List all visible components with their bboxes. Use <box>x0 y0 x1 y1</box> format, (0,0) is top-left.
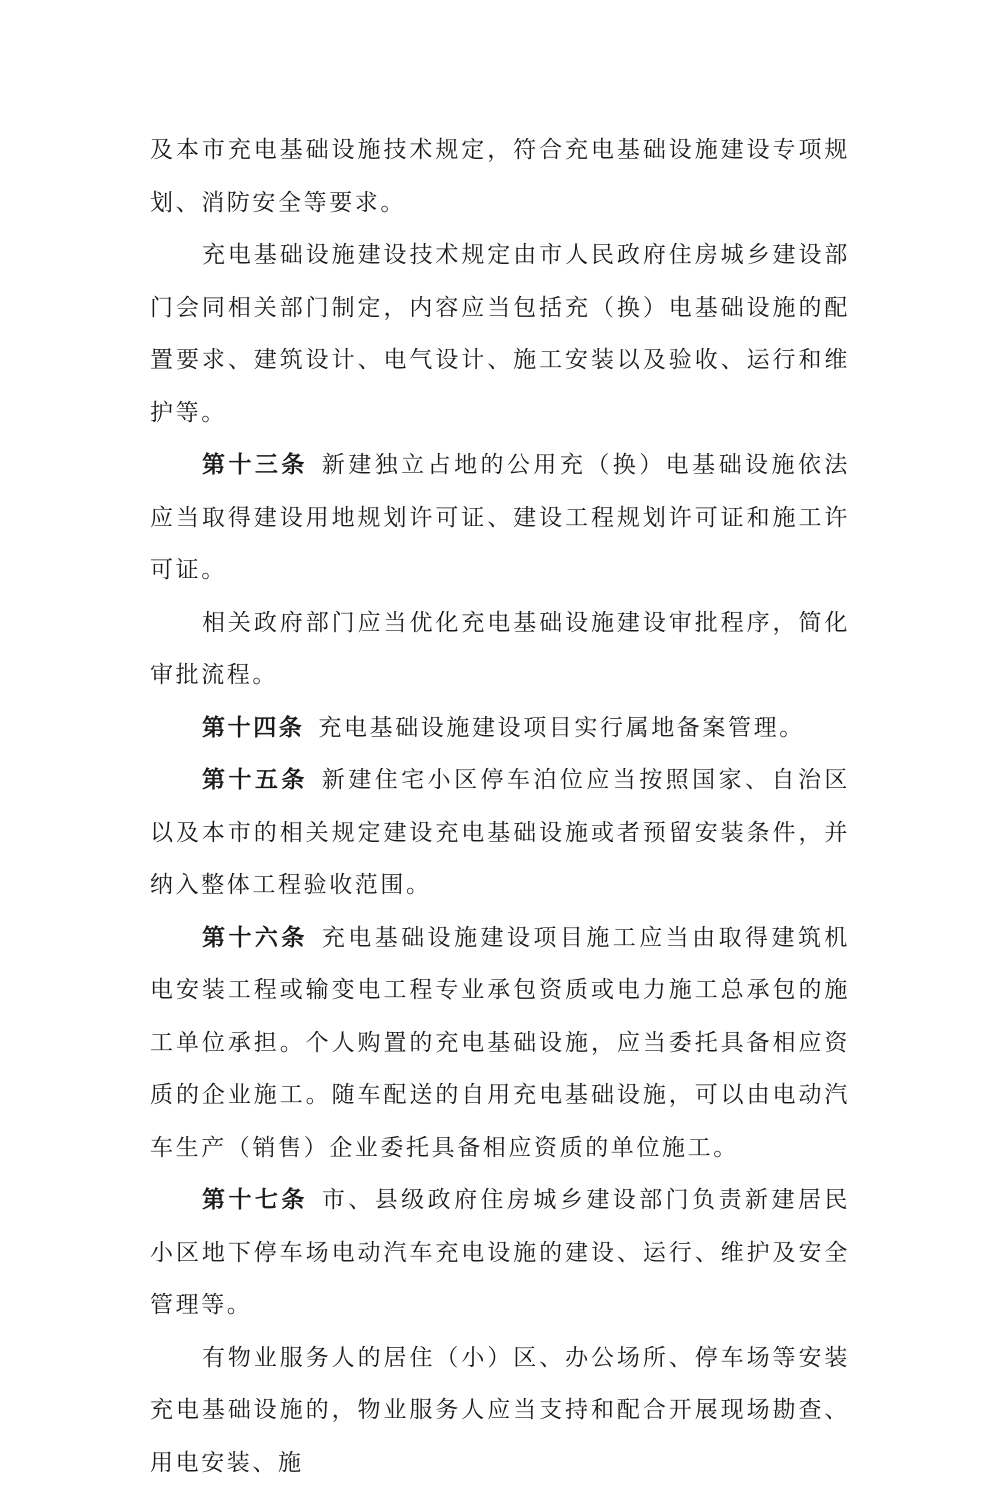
article-14 <box>150 702 850 755</box>
article-17 <box>150 1174 850 1332</box>
paragraph-text: 充电基础设施建设技术规定由市人民政府住房城乡建设部门会同相关部门制定，内容应当包括充（换）电基础设施的配置要求、建筑设计、电气设计、施工安装以及验收、运行和维护等。 <box>150 242 850 426</box>
paragraph-3 <box>150 597 850 702</box>
paragraph-text: 充电基础设施建设项目实行属地备案管理。 <box>318 715 804 741</box>
article-13 <box>150 439 850 597</box>
article-heading: 第十六条 <box>202 925 308 951</box>
article-heading: 第十五条 <box>202 767 308 793</box>
paragraph-text: 市、县级政府住房城乡建设部门负责新建居民小区地下停车场电动汽车充电设施的建设、运行、维护及安全管理等。 <box>150 1187 850 1318</box>
paragraph-text: 新建住宅小区停车泊位应当按照国家、自治区以及本市的相关规定建设充电基础设施或者预留安装条件，并纳入整体工程验收范围。 <box>150 767 850 898</box>
article-16 <box>150 912 850 1175</box>
article-heading: 第十四条 <box>202 715 304 741</box>
article-15 <box>150 754 850 912</box>
article-heading: 第十三条 <box>202 452 308 478</box>
document-page <box>150 124 850 1489</box>
paragraph-8 <box>150 1332 850 1489</box>
paragraph-text: 新建独立占地的公用充（换）电基础设施依法应当取得建设用地规划许可证、建设工程规划许可证和施工许可证。 <box>150 452 850 583</box>
paragraph-1 <box>150 229 850 439</box>
paragraph-text: 有物业服务人的居住（小）区、办公场所、停车场等安装充电基础设施的，物业服务人应当支持和配合开展现场勘查、用电安装、施 <box>150 1345 850 1476</box>
paragraph-text: 及本市充电基础设施技术规定，符合充电基础设施建设专项规划、消防安全等要求。 <box>150 137 850 216</box>
paragraph-0 <box>150 124 850 229</box>
paragraph-text: 相关政府部门应当优化充电基础设施建设审批程序，简化审批流程。 <box>150 610 850 689</box>
article-heading: 第十七条 <box>202 1187 308 1213</box>
paragraph-text: 充电基础设施建设项目施工应当由取得建筑机电安装工程或输变电工程专业承包资质或电力施工总承包的施工单位承担。个人购置的充电基础设施，应当委托具备相应资质的企业施工。随车配送的自用充电基础设施，可以由电动汽车生产（销售）企业委托具备相应资质的单位施工。 <box>150 925 850 1161</box>
